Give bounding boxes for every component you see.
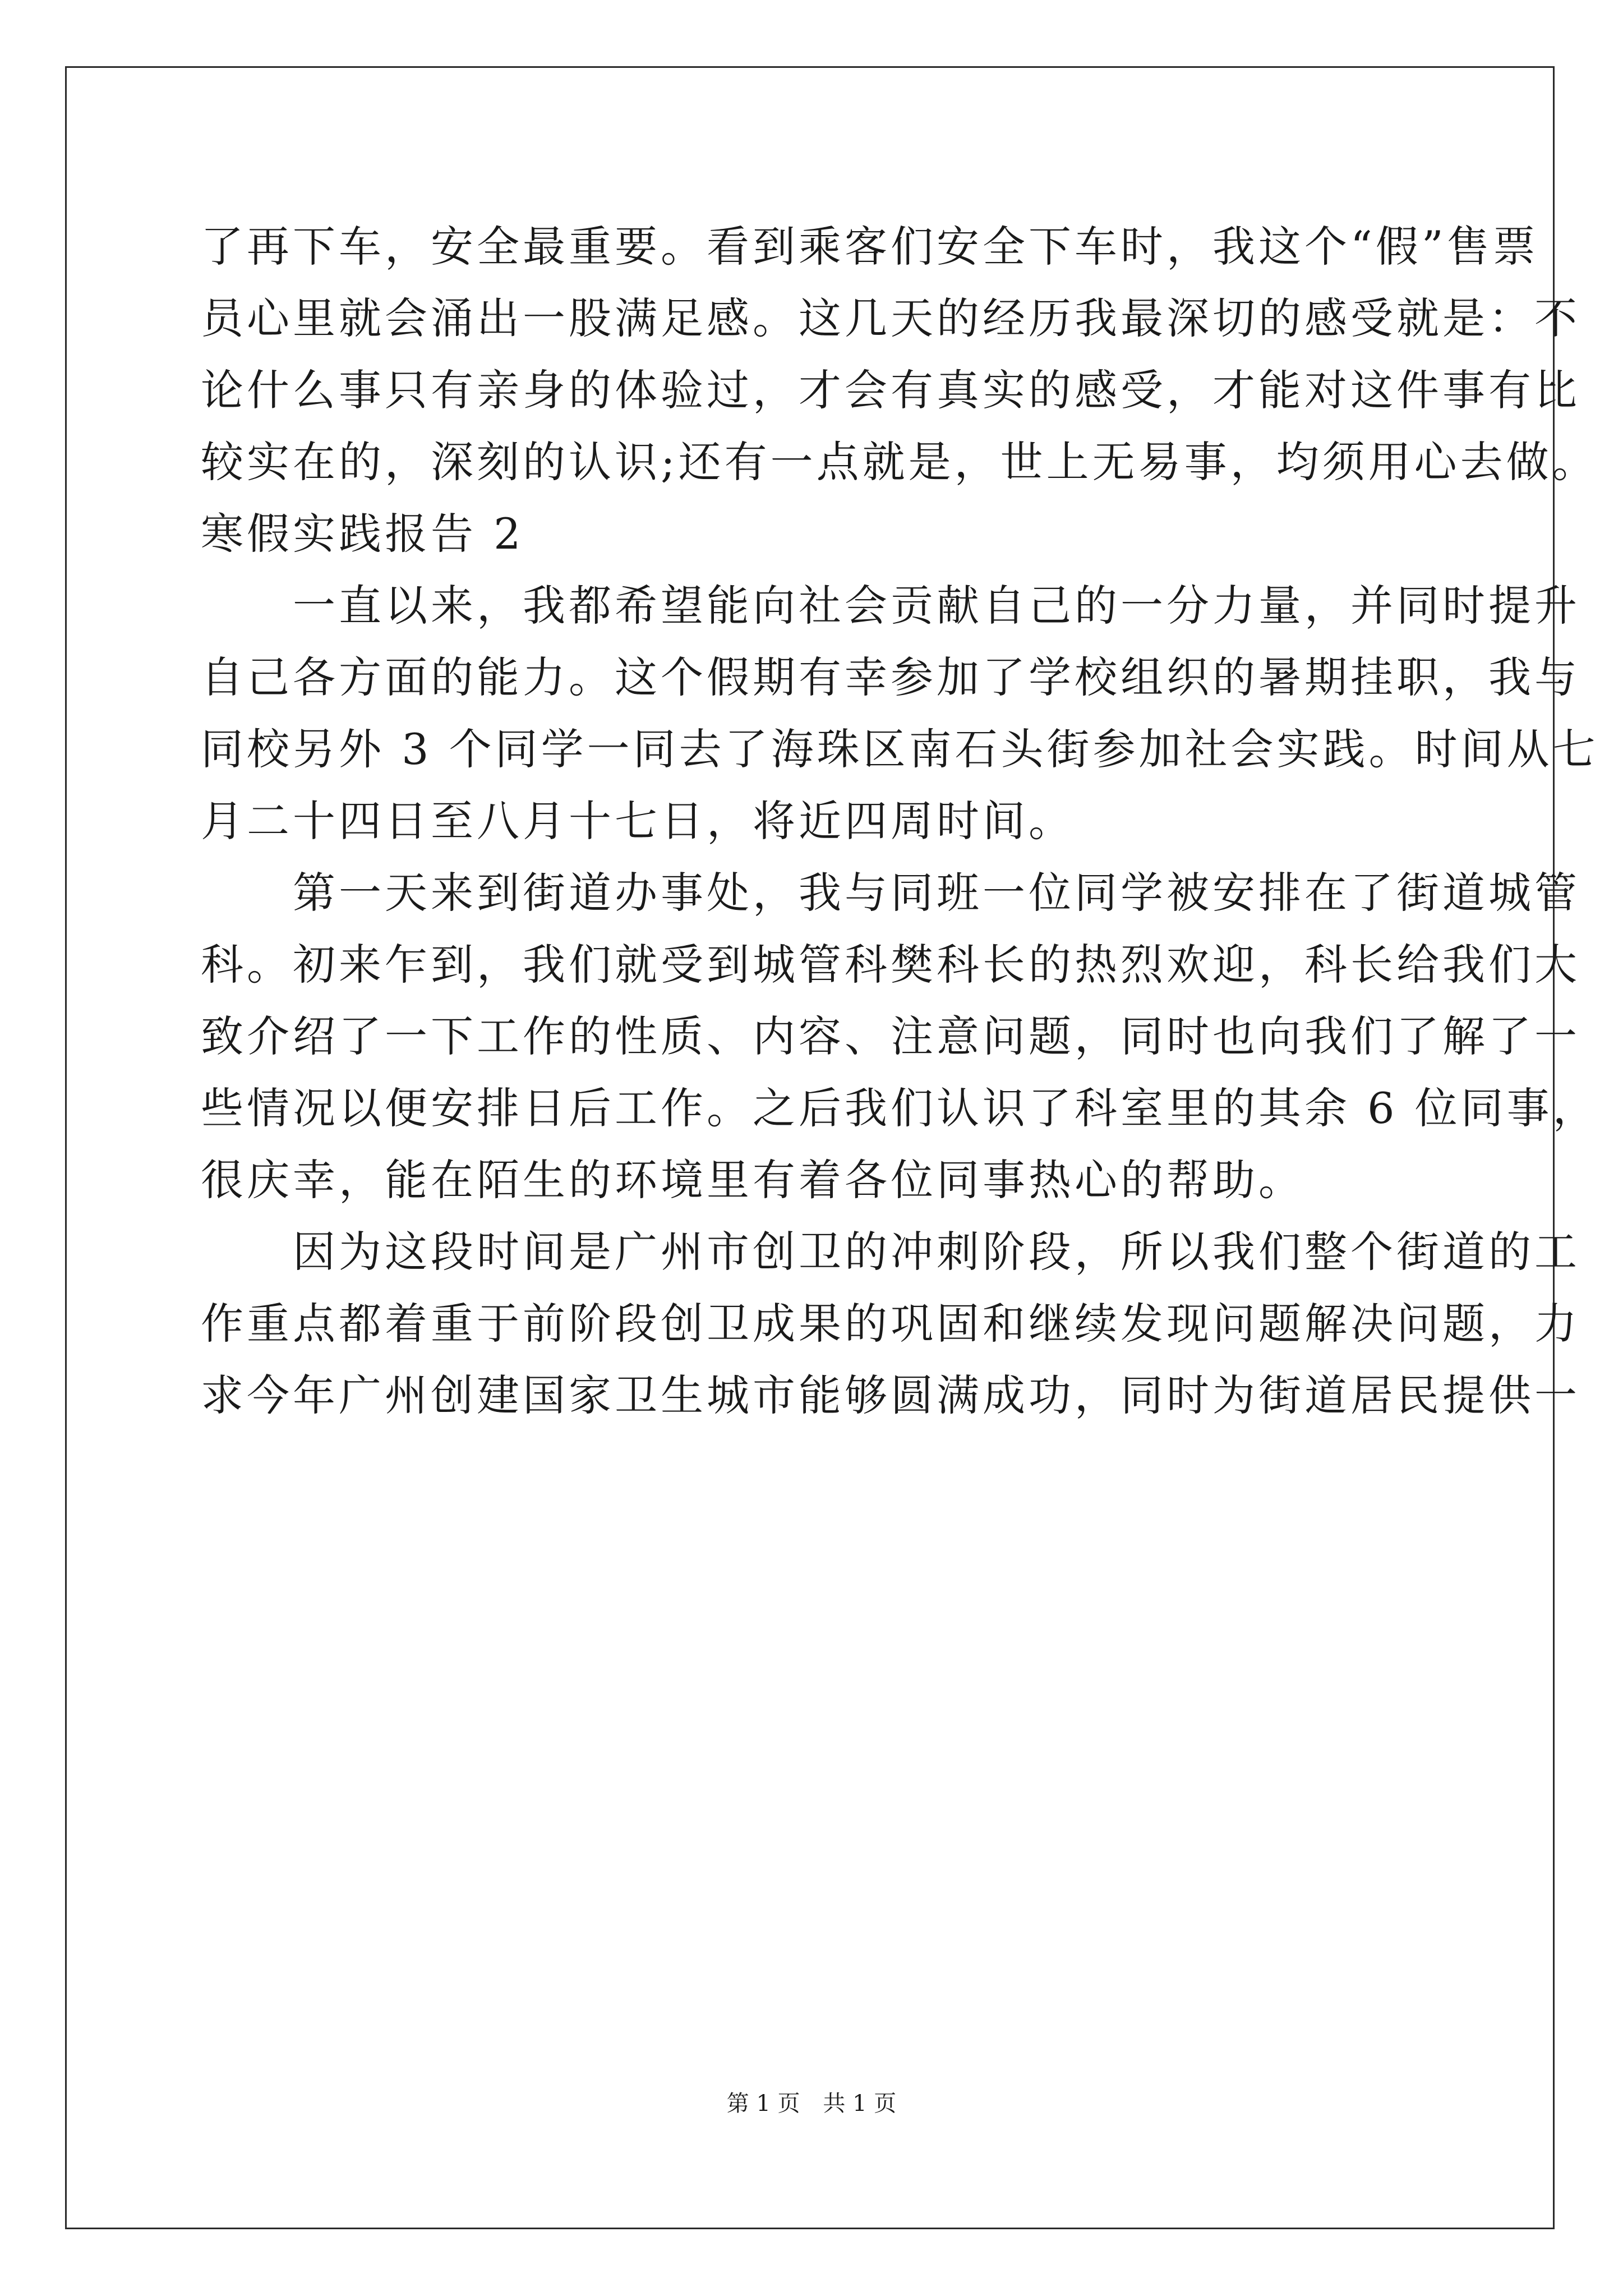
- text-line: 了再下车，安全最重要。看到乘客们安全下车时，我这个“假”售票: [201, 222, 1539, 272]
- text-line: 第一天来到街道办事处，我与同班一位同学被安排在了街道城管: [201, 868, 1580, 918]
- text-line: 很庆幸，能在陌生的环境里有着各位同事热心的帮助。: [201, 1155, 1304, 1205]
- text-line: 较实在的，深刻的认识;还有一点就是，世上无易事，均须用心去做。: [201, 437, 1598, 487]
- text-line: 些情况以便安排日后工作。之后我们认识了科室里的其余 6 位同事，: [201, 1083, 1599, 1133]
- text-line: 同校另外 3 个同学一同去了海珠区南石头街参加社会实践。时间从七: [201, 724, 1599, 774]
- text-line: 求今年广州创建国家卫生城市能够圆满成功，同时为街道居民提供一: [201, 1370, 1580, 1420]
- text-line: 自己各方面的能力。这个假期有幸参加了学校组织的暑期挂职，我与: [201, 652, 1580, 702]
- text-line: 员心里就会涌出一股满足感。这几天的经历我最深切的感受就是：不: [201, 293, 1580, 343]
- page-footer: [0, 2087, 1623, 2120]
- text-line: 一直以来，我都希望能向社会贡献自己的一分力量，并同时提升: [201, 581, 1580, 631]
- text-line: 致介绍了一下工作的性质、内容、注意问题，同时也向我们了解了一: [201, 1011, 1580, 1061]
- page-number: 第 1 页: [726, 2091, 800, 2116]
- text-line: 科。初来乍到，我们就受到城管科樊科长的热烈欢迎，科长给我们大: [201, 940, 1580, 990]
- page-total: 共 1 页: [823, 2091, 897, 2116]
- text-line: 论什么事只有亲身的体验过，才会有真实的感受，才能对这件事有比: [201, 365, 1580, 415]
- text-line: 因为这段时间是广州市创卫的冲刺阶段，所以我们整个街道的工: [201, 1227, 1580, 1277]
- text-line: 月二十四日至八月十七日，将近四周时间。: [201, 796, 1075, 846]
- section-heading: 寒假实践报告 2: [201, 509, 524, 559]
- text-line: 作重点都着重于前阶段创卫成果的巩固和继续发现问题解决问题，力: [201, 1299, 1580, 1349]
